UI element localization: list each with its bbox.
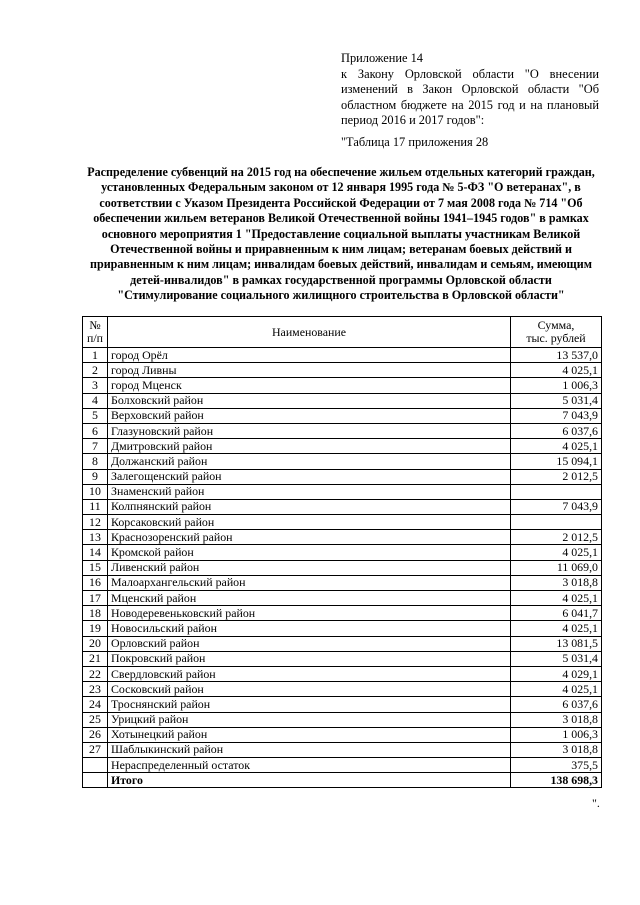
row-number: 25 bbox=[83, 712, 108, 727]
table-row bbox=[83, 606, 602, 621]
table-row bbox=[83, 484, 602, 499]
row-name: Колпнянский район bbox=[108, 499, 511, 514]
header-num: № п/п bbox=[83, 317, 108, 348]
row-number: 1 bbox=[83, 348, 108, 363]
row-name: город Ливны bbox=[108, 363, 511, 378]
table-row bbox=[83, 666, 602, 681]
table-row bbox=[83, 408, 602, 423]
row-number: 7 bbox=[83, 439, 108, 454]
row-number bbox=[83, 758, 108, 773]
row-name: Ливенский район bbox=[108, 560, 511, 575]
row-number: 23 bbox=[83, 682, 108, 697]
total-label: Итого bbox=[108, 773, 511, 788]
row-number: 26 bbox=[83, 727, 108, 742]
table-row bbox=[83, 636, 602, 651]
row-sum: 375,5 bbox=[511, 758, 602, 773]
row-sum: 6 041,7 bbox=[511, 606, 602, 621]
row-sum: 5 031,4 bbox=[511, 651, 602, 666]
row-name: Троснянский район bbox=[108, 697, 511, 712]
row-sum: 4 025,1 bbox=[511, 591, 602, 606]
row-number: 27 bbox=[83, 742, 108, 757]
row-name: Свердловский район bbox=[108, 666, 511, 681]
row-number: 17 bbox=[83, 591, 108, 606]
row-sum: 2 012,5 bbox=[511, 469, 602, 484]
total-num-cell bbox=[83, 773, 108, 788]
row-sum: 3 018,8 bbox=[511, 575, 602, 590]
row-sum: 4 025,1 bbox=[511, 621, 602, 636]
row-sum: 13 537,0 bbox=[511, 348, 602, 363]
row-name: Мценский район bbox=[108, 591, 511, 606]
table-row bbox=[83, 454, 602, 469]
row-sum: 6 037,6 bbox=[511, 697, 602, 712]
row-sum: 1 006,3 bbox=[511, 727, 602, 742]
row-name: Шаблыкинский район bbox=[108, 742, 511, 757]
row-name: Урицкий район bbox=[108, 712, 511, 727]
row-name: Краснозоренский район bbox=[108, 530, 511, 545]
table-row bbox=[83, 515, 602, 530]
row-number: 8 bbox=[83, 454, 108, 469]
row-number: 13 bbox=[83, 530, 108, 545]
row-number: 18 bbox=[83, 606, 108, 621]
table-row bbox=[83, 545, 602, 560]
table-row bbox=[83, 575, 602, 590]
row-name: Новосильский район bbox=[108, 621, 511, 636]
row-number: 6 bbox=[83, 423, 108, 438]
row-name: Покровский район bbox=[108, 651, 511, 666]
row-sum: 1 006,3 bbox=[511, 378, 602, 393]
table-row bbox=[83, 378, 602, 393]
header-sum: Сумма, тыс. рублей bbox=[511, 317, 602, 348]
row-name: Дмитровский район bbox=[108, 439, 511, 454]
row-sum bbox=[511, 515, 602, 530]
table-row bbox=[83, 348, 602, 363]
row-sum: 5 031,4 bbox=[511, 393, 602, 408]
table-row bbox=[83, 469, 602, 484]
row-number: 21 bbox=[83, 651, 108, 666]
row-number: 10 bbox=[83, 484, 108, 499]
document-title: Распределение субвенций на 2015 год на обеспечение жильем отдельных категорий граждан, установленных Федеральным законом от 12 января 1995 года № 5-ФЗ "О ветеранах", в соответствии с Указом Президента Российской Федерации от 7 мая 2008 года № 714 "Об обеспечении жильем ветеранов Великой Отечественной войны 1941–1945 годов" в рамках основного мероприятия 1 "Предоставление социальной выплаты участникам Великой Отечественной войны и приравненным к ним лицам; ветеранам боевых действий и приравненным к ним лицам; инвалидам боевых действий, инвалидам и семьям, имеющим детей-инвалидов" в рамках государственной программы Орловской области "Стимулирование социального жилищного строительства в Орловской области" bbox=[87, 165, 595, 303]
table-row bbox=[83, 651, 602, 666]
row-number: 16 bbox=[83, 575, 108, 590]
appendix-number: Приложение 14 bbox=[341, 51, 423, 65]
row-sum bbox=[511, 484, 602, 499]
table-row bbox=[83, 393, 602, 408]
row-name: Знаменский район bbox=[108, 484, 511, 499]
row-name: Глазуновский район bbox=[108, 423, 511, 438]
row-name: Корсаковский район bbox=[108, 515, 511, 530]
row-name: Кромской район bbox=[108, 545, 511, 560]
table-row bbox=[83, 682, 602, 697]
table-reference: "Таблица 17 приложения 28 bbox=[341, 134, 489, 149]
row-name: Малоархангельский район bbox=[108, 575, 511, 590]
table-row bbox=[83, 742, 602, 757]
row-name: город Мценск bbox=[108, 378, 511, 393]
table-row bbox=[83, 560, 602, 575]
row-name: Нераспределенный остаток bbox=[108, 758, 511, 773]
row-number: 9 bbox=[83, 469, 108, 484]
row-sum: 3 018,8 bbox=[511, 712, 602, 727]
table-row bbox=[83, 363, 602, 378]
row-name: Залегощенский район bbox=[108, 469, 511, 484]
row-number: 14 bbox=[83, 545, 108, 560]
appendix-header bbox=[341, 51, 599, 151]
row-number: 2 bbox=[83, 363, 108, 378]
row-name: Верховский район bbox=[108, 408, 511, 423]
row-number: 3 bbox=[83, 378, 108, 393]
row-name: Должанский район bbox=[108, 454, 511, 469]
table-row bbox=[83, 499, 602, 514]
row-name: Хотынецкий район bbox=[108, 727, 511, 742]
row-sum: 13 081,5 bbox=[511, 636, 602, 651]
row-sum: 6 037,6 bbox=[511, 423, 602, 438]
row-sum: 4 025,1 bbox=[511, 363, 602, 378]
row-number: 20 bbox=[83, 636, 108, 651]
row-sum: 7 043,9 bbox=[511, 408, 602, 423]
row-sum: 3 018,8 bbox=[511, 742, 602, 757]
closing-quote: ". bbox=[592, 796, 600, 810]
row-number: 12 bbox=[83, 515, 108, 530]
row-name: Новодеревеньковский район bbox=[108, 606, 511, 621]
row-sum: 11 069,0 bbox=[511, 560, 602, 575]
total-row bbox=[83, 773, 602, 788]
row-sum: 7 043,9 bbox=[511, 499, 602, 514]
table-row bbox=[83, 621, 602, 636]
row-sum: 4 025,1 bbox=[511, 682, 602, 697]
row-number: 22 bbox=[83, 666, 108, 681]
table-row bbox=[83, 712, 602, 727]
table-row bbox=[83, 530, 602, 545]
total-sum: 138 698,3 bbox=[511, 773, 602, 788]
table-row bbox=[83, 758, 602, 773]
allocation-table bbox=[82, 316, 602, 788]
table-row bbox=[83, 423, 602, 438]
appendix-law-reference: к Закону Орловской области "О внесении изменений в Закон Орловской области "Об областном бюджете на 2015 год и на плановый период 2016 и 2017 годов": bbox=[341, 66, 599, 128]
table-header-row bbox=[83, 317, 602, 348]
row-sum: 4 025,1 bbox=[511, 545, 602, 560]
row-number: 11 bbox=[83, 499, 108, 514]
table-row bbox=[83, 439, 602, 454]
table-row bbox=[83, 727, 602, 742]
header-name: Наименование bbox=[108, 317, 511, 348]
row-number: 15 bbox=[83, 560, 108, 575]
row-name: Орловский район bbox=[108, 636, 511, 651]
row-number: 19 bbox=[83, 621, 108, 636]
row-name: город Орёл bbox=[108, 348, 511, 363]
row-name: Болховский район bbox=[108, 393, 511, 408]
table-row bbox=[83, 591, 602, 606]
row-number: 5 bbox=[83, 408, 108, 423]
row-sum: 4 025,1 bbox=[511, 439, 602, 454]
row-number: 4 bbox=[83, 393, 108, 408]
table-row bbox=[83, 697, 602, 712]
row-sum: 4 029,1 bbox=[511, 666, 602, 681]
row-name: Сосковский район bbox=[108, 682, 511, 697]
row-number: 24 bbox=[83, 697, 108, 712]
row-sum: 15 094,1 bbox=[511, 454, 602, 469]
row-sum: 2 012,5 bbox=[511, 530, 602, 545]
